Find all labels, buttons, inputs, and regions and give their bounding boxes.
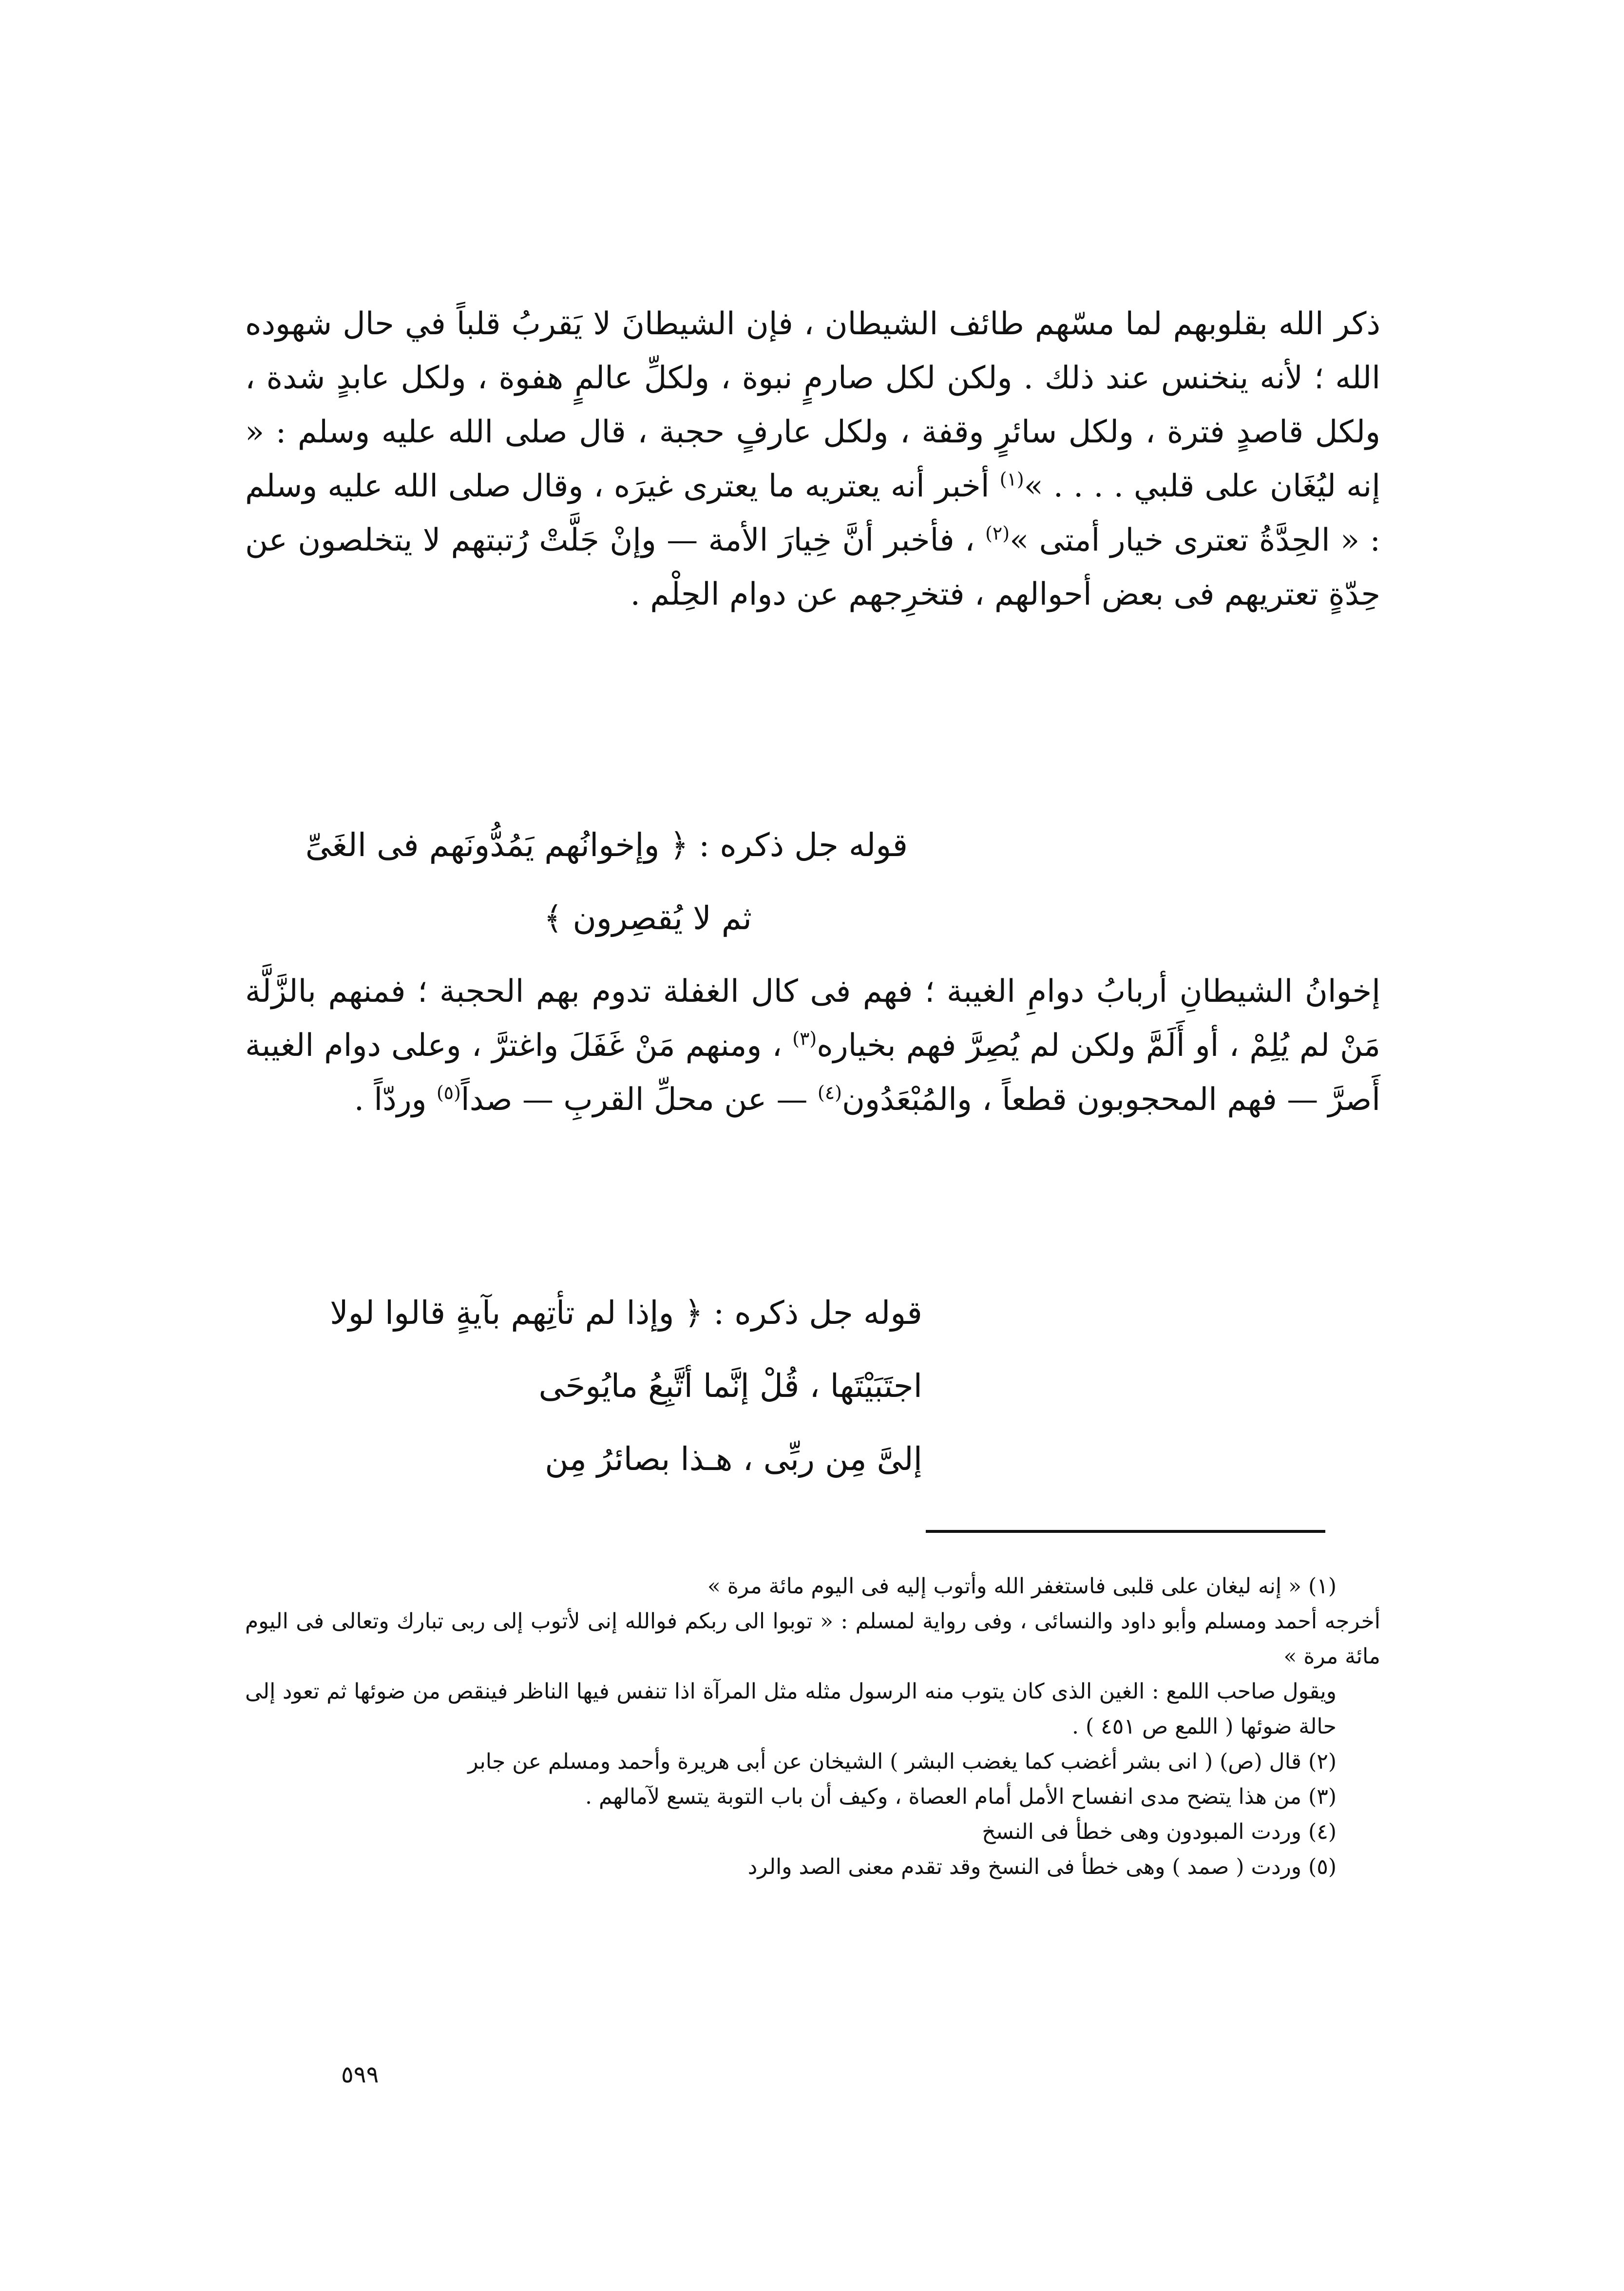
- footnote-ref-4: (٤): [817, 1082, 842, 1104]
- verse-2-line-2: اجتَبَيْتَها ، قُلْ إنَّما أتَّبِعُ مايُوحَى: [538, 1367, 922, 1405]
- verse-1-intro: قوله جل ذكره : ﴿ وإخوانُهم يَمُدُّونَهم فى الغَىِّ: [305, 826, 908, 864]
- footnote-2: (٢) قال (ص) ( انى بشر أغضب كما يغضب البشر ) الشيخان عن أبى هريرة وأحمد ومسلم عن جابر: [468, 1749, 1337, 1774]
- footnote-ref-2: (٢): [985, 522, 1010, 544]
- footnote-1-line-c: ويقول صاحب اللمع : الغين الذى كان يتوب منه الرسول مثله مثل المرآة اذا تنفس فيها الناظر فينقص من ضوئها ثم تعود إلى حالة ضوئها ( اللمع ص ٤٥١ ) .: [245, 1679, 1337, 1739]
- paragraph-1-text-c: ، فأخبر أنَّ خِيارَ الأمة — وإنْ جَلَّتْ رُتبتهم لا يتخلصون عن حِدّةٍ تعتريهم فى بعض أحوالهم ، فتخرِجهم عن دوام الحِلْم .: [245, 522, 1380, 612]
- paragraph-2: [245, 965, 1380, 1127]
- footnote-3: (٣) من هذا يتضح مدى انفساح الأمل أمام العصاة ، وكيف أن باب التوبة يتسع لآمالهم .: [585, 1784, 1337, 1809]
- verse-1-continuation: ثم لا يُقصِرون ﴾: [543, 899, 752, 937]
- paragraph-1-text: ذكر الله بقلوبهم لما مسّهم طائف الشيطان ، فإن الشيطانَ لا يَقربُ قلباً في حال شهوده الله ؛ لأنه ينخنس عند ذلك . ولكن لكل صارمٍ نبوة ، ولكلِّ عالمٍ هفوة ، ولكل عابدٍ شدة ، ولكل قاصدٍ فترة ، ولكل سائرٍ وقفة ، ولكل عارفٍ حجبة ، قال صلى الله عليه وسلم : « إنه ليُغَان على قلبي . . . . »: [245, 306, 1381, 504]
- footnote-5: (٥) وردت ( صمد ) وهى خطأ فى النسخ وقد تقدم معنى الصد والرد: [747, 1854, 1337, 1879]
- paragraph-2-text-c: — عن محلِّ القربِ — صداً: [460, 1082, 818, 1118]
- paragraph-1: [245, 297, 1380, 622]
- footnote-1-line-b: أخرجه أحمد ومسلم وأبو داود والنسائى ، وفى رواية لمسلم : « توبوا الى ربكم فوالله إنى لأتوب إلى ربى تبارك وتعالى فى اليوم مائة مرة »: [245, 1609, 1380, 1669]
- footnotes: [245, 1569, 1380, 1885]
- footnote-ref-5: (٥): [436, 1082, 461, 1104]
- paragraph-1-text-b: أخبر أنه يعتريه ما يعترى غيرَه ، وقال صلى الله عليه وسلم : « الحِدَّةُ تعترى خيار أمتى »: [245, 468, 1381, 558]
- footnote-4: (٤) وردت المبودون وهى خطأ فى النسخ: [982, 1819, 1337, 1844]
- footnote-ref-3: (٣): [792, 1028, 817, 1050]
- verse-heading-2: [211, 1277, 922, 1496]
- paragraph-2-text: إخوانُ الشيطانِ أربابُ دوامِ الغيبة ؛ فهم فى كال الغفلة تدوم بهم الحجبة ؛ فمنهم بالزَّلَّة مَنْ لم يُلِمْ ، أو أَلَمَّ ولكن لم يُصِرَّ فهم بخياره: [245, 974, 1381, 1064]
- footnote-ref-1: (١): [999, 468, 1024, 490]
- page-number: ٥٩٩: [341, 2061, 379, 2088]
- footnote-separator: [926, 1530, 1325, 1533]
- verse-2-line-3: إلىَّ مِن ربِّى ، هـذا بصائرُ مِن: [545, 1440, 922, 1478]
- paragraph-2-text-b: ، ومنهم مَنْ غَفَلَ واغترَّ ، وعلى دوام الغيبة أَصرَّ — فهم المحجوبون قطعاً ، والمُبْعَدُون: [245, 1028, 1380, 1118]
- verse-2-intro: قوله جل ذكره : ﴿ وإذا لم تأتِهم بآيةٍ قالوا لولا: [330, 1294, 922, 1332]
- footnote-1-line-a: (١) « إنه ليغان على قلبى فاستغفر الله وأتوب إليه فى اليوم مائة مرة »: [707, 1574, 1337, 1599]
- paragraph-2-text-d: وردّاً .: [354, 1082, 437, 1118]
- verse-heading-1: [226, 809, 908, 955]
